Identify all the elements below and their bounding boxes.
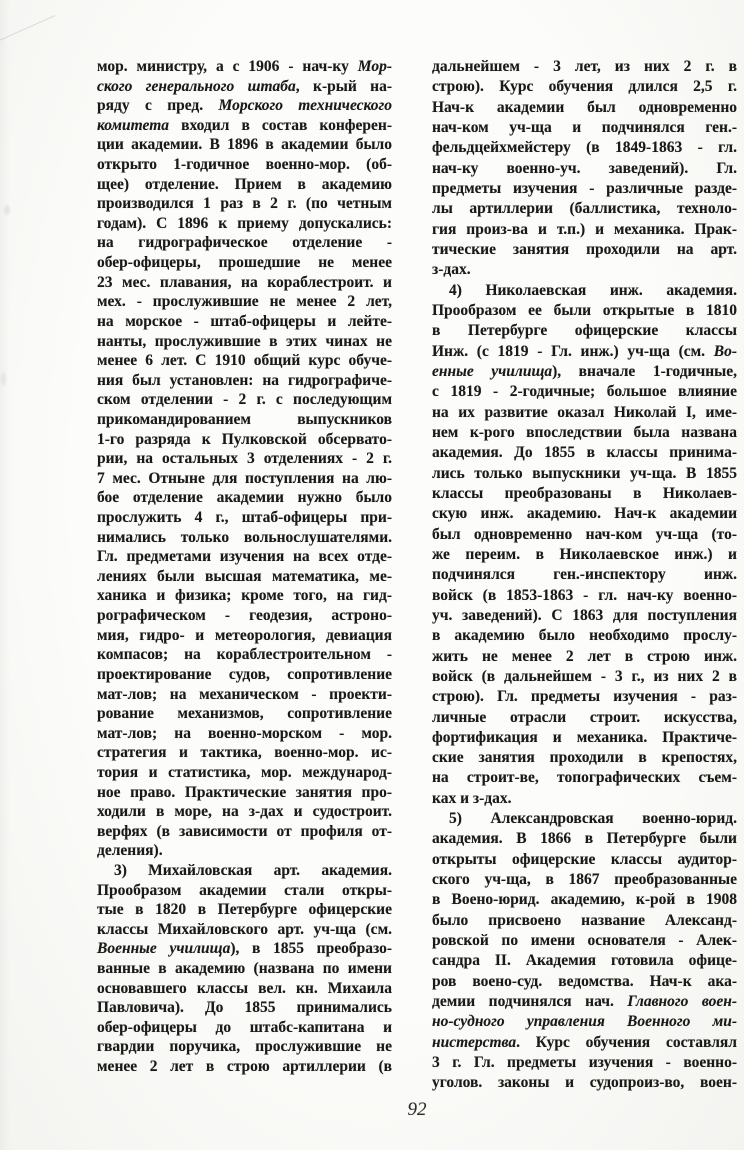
text-line: в академию было необходимо прослу- bbox=[432, 627, 737, 645]
text-line: ках и з-дах. bbox=[432, 789, 512, 807]
text-line: Прообразом ее были открытые в 1810 bbox=[432, 301, 737, 319]
text-line: основавшего классы вел. кн. Михаила bbox=[97, 979, 392, 997]
text-line: нистерства. Курс обучения составлял bbox=[432, 1033, 737, 1051]
text-line: мех. - прослужившие не менее 2 лет, bbox=[97, 293, 392, 311]
text-line: Военные училища), в 1855 преобразо- bbox=[97, 940, 392, 958]
italic-text-run: енные училища bbox=[432, 362, 553, 380]
text-line: обер-офицеры, прошедшие не менее bbox=[97, 254, 392, 272]
text-line: нем к-рого впоследствии была названа bbox=[432, 423, 737, 441]
text-line: рование механизмов, сопротивление bbox=[97, 705, 392, 723]
text-line: нимались только вольнослушателями. bbox=[97, 528, 392, 546]
text-line: ния был установлен: на гидрографиче- bbox=[97, 371, 392, 389]
text-line: гвардии поручика, прослужившие не bbox=[97, 1038, 392, 1056]
text-line: ряду с пред. Морского технического bbox=[97, 97, 392, 115]
text-line: мор. министру, а с 1906 - нач-ку Мор- bbox=[97, 58, 392, 75]
text-line: строю). Гл. предметы изучения - раз- bbox=[432, 688, 737, 706]
italic-text-run: Главного воен- bbox=[627, 993, 737, 1011]
text-line: производился 1 раз в 2 г. (по четным bbox=[97, 195, 392, 213]
text-line: было присвоено название Александ- bbox=[432, 911, 737, 929]
page-number: 92 bbox=[407, 1099, 427, 1120]
text-line: открыто 1-годичное военно-мор. (об- bbox=[97, 156, 392, 174]
italic-text-run: ского генерального штаба bbox=[97, 77, 296, 95]
text-line: рии, на остальных 3 отделениях - 2 г. bbox=[97, 450, 392, 468]
text-line: гия произ-ва и т.п.) и механика. Прак- bbox=[432, 220, 737, 238]
text-line: тория и статистика, мор. международ- bbox=[97, 763, 392, 781]
text-line: на гидрографическое отделение - bbox=[97, 234, 392, 252]
text-line: годам). С 1896 к приему допускались: bbox=[97, 214, 392, 232]
text-line: нач-ку военно-уч. заведений). Гл. bbox=[432, 159, 737, 177]
text-line: личные отрасли строит. искусства, bbox=[432, 708, 737, 726]
text-line: фельдцейхмейстеру (в 1849-1863 - гл. bbox=[432, 139, 737, 157]
text-line: стратегия и тактика, военно-мор. ис- bbox=[97, 744, 392, 762]
text-line: ском отделении - 2 г. с последующим bbox=[97, 391, 392, 409]
text-line: в Петербурге офицерские классы bbox=[432, 322, 737, 340]
text-line: прослужить 4 г., штаб-офицеры при- bbox=[97, 509, 392, 527]
text-line: Нач-к академии был одновременно bbox=[432, 98, 737, 116]
text-line: тые в 1820 в Петербурге офицерские bbox=[97, 901, 392, 919]
text-line: Инж. (с 1819 - Гл. инж.) уч-ща (см. Во- bbox=[432, 342, 737, 360]
text-line bbox=[432, 1012, 737, 1032]
text-line: ровской по имени основателя - Алек- bbox=[432, 932, 737, 950]
text-line: ского генерального штаба, к-рый на- bbox=[97, 77, 392, 95]
text-line: проектирование судов, сопротивление bbox=[97, 665, 392, 683]
text-line: сандра II. Академия готовила офице- bbox=[432, 952, 737, 970]
text-line: ходили в море, на з-дах и судостроит. bbox=[97, 803, 392, 821]
text-line: менее 2 лет в строю артиллерии (в bbox=[97, 1058, 392, 1076]
text-line: классы Михайловского арт. уч-ща (см. bbox=[97, 920, 392, 938]
text-line: Гл. предметами изучения на всех отде- bbox=[97, 548, 392, 566]
text-line: деления). bbox=[97, 842, 163, 860]
text-line: 1-го разряда к Пулковской обсервато- bbox=[97, 430, 392, 448]
italic-text-run: Военные училища bbox=[97, 940, 231, 958]
text-line: демии подчинялся нач. Главного воен- bbox=[432, 993, 737, 1011]
text-line: енные училища), вначале 1-годичные, bbox=[432, 362, 737, 380]
italic-text-run: комитета bbox=[97, 116, 169, 134]
text-line: нанты, прослужившие в этих чинах не bbox=[97, 332, 392, 350]
text-line: фортификация и механика. Практиче- bbox=[432, 728, 737, 746]
text-line: комитета входил в состав конферен- bbox=[97, 116, 392, 134]
text-line: академия. До 1855 в классы принима- bbox=[432, 444, 737, 462]
scan-artifact-corner-line bbox=[0, 15, 55, 42]
text-column-right bbox=[432, 57, 737, 1094]
italic-text-run: Морского технического bbox=[218, 97, 392, 115]
text-line: нач-ком уч-ща и подчинялся ген.- bbox=[432, 118, 737, 136]
text-line: з-дах. bbox=[432, 261, 471, 279]
text-column-left bbox=[97, 57, 392, 1077]
text-line: 23 мес. плавания, на кораблестроит. и bbox=[97, 273, 392, 291]
text-line: дальнейшем - 3 лет, из них 2 г. в bbox=[432, 58, 737, 75]
text-line: ского уч-ща, в 1867 преобразованные bbox=[432, 871, 737, 889]
text-line: лы артиллерии (баллистика, техноло- bbox=[432, 200, 737, 218]
text-line: предметы изучения - различные разде- bbox=[432, 179, 737, 197]
text-line: открыты офицерские классы аудитор- bbox=[432, 850, 737, 868]
text-line: ное право. Практические занятия про- bbox=[97, 783, 392, 801]
text-line: щее) отделение. Прием в академию bbox=[97, 175, 392, 193]
text-line: войск (в 1853-1863 - гл. нач-ку военно- bbox=[432, 586, 737, 604]
text-line: классы преобразованы в Николаев- bbox=[432, 484, 737, 502]
text-line: в Воено-юрид. академию, к-рой в 1908 bbox=[432, 891, 737, 909]
text-line: на строит-ве, топографических съем- bbox=[432, 769, 737, 787]
text-line: академия. В 1866 в Петербурге были bbox=[432, 830, 737, 848]
text-line: 3 г. Гл. предметы изучения - военно- bbox=[432, 1054, 737, 1072]
text-line: 7 мес. Отныне для поступления на лю- bbox=[97, 469, 392, 487]
text-line: строю). Курс обучения длился 2,5 г. bbox=[432, 78, 737, 96]
scan-artifact-smudge bbox=[4, 205, 10, 215]
text-line: ханика и физика; кроме того, на гид- bbox=[97, 587, 392, 605]
text-line: мат-лов; на военно-морском - мор. bbox=[97, 724, 392, 742]
text-line: верфях (в зависимости от профиля от- bbox=[97, 822, 392, 840]
text-line: с 1819 - 2-годичные; большое влияние bbox=[432, 383, 737, 401]
scan-artifact-smudge bbox=[1, 372, 6, 386]
text-line: подчинялся ген.-инспектору инж. bbox=[432, 566, 737, 584]
text-line: обер-офицеры до штабс-капитана и bbox=[97, 1018, 392, 1036]
text-line: мат-лов; на механическом - проекти- bbox=[97, 685, 392, 703]
text-line: ров воено-суд. ведомства. Нач-к ака- bbox=[432, 972, 737, 990]
text-line: же переим. в Николаевское инж.) и bbox=[432, 545, 737, 563]
text-line: 3) Михайловская арт. академия. bbox=[114, 861, 392, 879]
text-line: жить не менее 2 лет в строю инж. bbox=[432, 647, 737, 665]
italic-text-run: Во- bbox=[713, 342, 737, 360]
text-line: ванные в академию (названа по имени bbox=[97, 960, 392, 978]
text-line: прикомандированием выпускников bbox=[97, 410, 392, 428]
text-line: ские занятия проходили в крепостях, bbox=[432, 749, 737, 767]
text-line: Прообразом академии стали откры- bbox=[97, 881, 392, 899]
text-line: мия, гидро- и метеорология, девиация bbox=[97, 626, 392, 644]
text-line: уч. заведений). С 1863 для поступления bbox=[432, 606, 737, 624]
text-line: менее 6 лет. С 1910 общий курс обуче- bbox=[97, 352, 392, 370]
text-line: тические занятия проходили на арт. bbox=[432, 240, 737, 258]
text-line: войск (в дальнейшем - 3 г., из них 2 в bbox=[432, 667, 737, 685]
text-line: был одновременно нач-ком уч-ща (то- bbox=[432, 525, 737, 543]
text-line: ции академии. В 1896 в академии было bbox=[97, 136, 392, 154]
italic-text-run: нистерства bbox=[432, 1033, 517, 1051]
text-line: рографическом - геодезия, астроно- bbox=[97, 607, 392, 625]
text-line: скую инж. академию. Нач-к академии bbox=[432, 505, 737, 523]
text-line: уголов. законы и судопроиз-во, воен- bbox=[432, 1074, 737, 1092]
italic-text-run: Мор- bbox=[357, 58, 392, 75]
text-line: компасов; на кораблестроительном - bbox=[97, 646, 392, 664]
text-line: на их развитие оказал Николай I, име- bbox=[432, 403, 737, 421]
text-line: 5) Александровская военно-юрид. bbox=[449, 810, 737, 828]
text-line: 4) Николаевская инж. академия. bbox=[449, 281, 737, 299]
italic-text-run: но-судного управления Военного ми- bbox=[432, 1013, 737, 1031]
text-line: лениях были высшая математика, ме- bbox=[97, 567, 392, 585]
text-line: Павловича). До 1855 принимались bbox=[97, 999, 392, 1017]
text-line: лись только выпускники уч-ща. В 1855 bbox=[432, 464, 737, 482]
text-line: бое отделение академии нужно было bbox=[97, 489, 392, 507]
scan-artifact-edge-shading bbox=[0, 0, 10, 1150]
text-line: на морское - штаб-офицеры и лейте- bbox=[97, 312, 392, 330]
